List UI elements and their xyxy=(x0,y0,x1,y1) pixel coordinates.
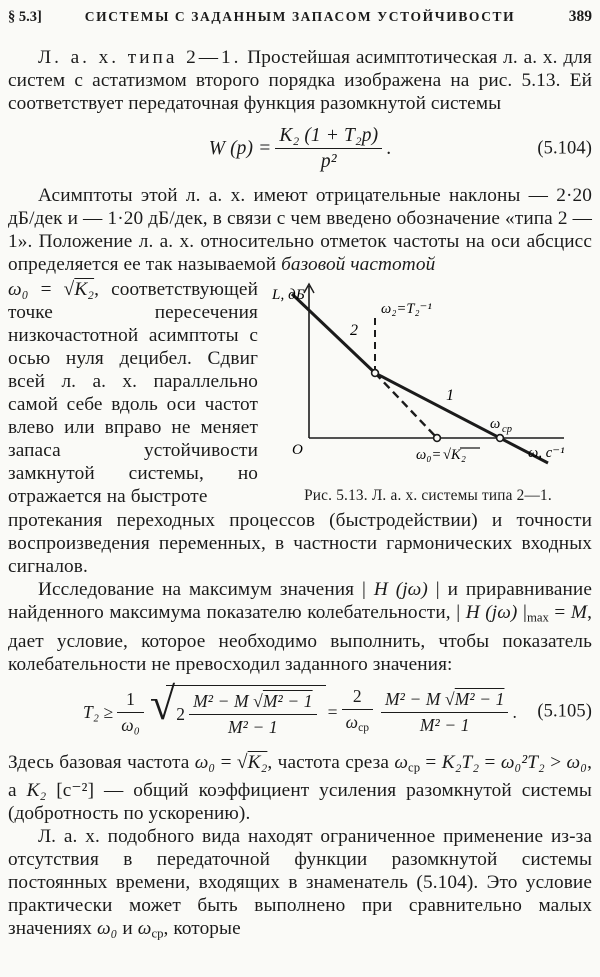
eq105-fraction-2 xyxy=(189,690,317,739)
page-body xyxy=(8,46,592,946)
crossover-frequency-label-sub: ср xyxy=(502,424,513,435)
eq105-fraction-1 xyxy=(117,688,144,737)
eq104-denominator: p² xyxy=(320,151,337,172)
eq105-f1-denominator: ω₀ xyxy=(121,714,140,735)
paragraph-asymptotes: Асимптоты этой л. а. х. имеют отрицательные наклоны — 2·20 дБ/дек и — 1·20 дБ/дек, в связи с чем введено обозначение «типа 2 — 1». Положение л. а. х. относительно отметок частоты на оси абсцисс определяется ее так называемой базовой частотой xyxy=(8,185,592,275)
crossover-frequency-marker xyxy=(497,435,504,442)
crossover-frequency-label: ω xyxy=(490,416,501,432)
eq104-lhs: W (p) = xyxy=(208,138,272,159)
running-head xyxy=(8,8,592,26)
eq104-fraction xyxy=(275,124,382,173)
paragraph-limited-application: Л. а. х. подобного вида находят ограниченное применение из-за отсутствия в передаточной функции разомкнутой системы постоянных времени, входящих в знаменатель (5.104). Это условие практически может быть выполнено при сравнительно малых значениях ω₀ и $\omega_{ср}$, которые xyxy=(8,826,592,941)
eq105-f2-denominator: M² − 1 xyxy=(227,717,278,738)
eq105-f1-numerator: 1 xyxy=(117,688,144,713)
equation-5-104 xyxy=(8,124,592,173)
equation-5-105-body xyxy=(83,678,517,740)
asymptote-2-label: 2 xyxy=(350,322,359,339)
chapter-title: СИСТЕМЫ С ЗАДАННЫМ ЗАПАСОМ УСТОЙЧИВОСТИ xyxy=(84,9,516,24)
eq104-numerator: K₂ (1 + T₂p) xyxy=(275,124,382,149)
eq105-f3-denominator: $\omega_{ср}$ xyxy=(345,711,369,734)
paragraph-max-investigation: Исследование на максимум значения | H (jω) | и приравнивание найденного максимума показателю колебательности, | H (jω) $|_{max} = M$, дает условие, которое необходимо выполнить, чтобы показатель колебательности не превосходил заданного значения: xyxy=(8,579,592,675)
origin-label: O xyxy=(292,442,303,458)
figure-5-13 xyxy=(264,278,592,507)
eq105-fraction-4 xyxy=(381,688,509,737)
eq105-f2-numerator: M² − M √M² − 1 xyxy=(189,690,317,715)
y-axis-label: L, дБ xyxy=(272,287,305,303)
eq104-period: . xyxy=(386,138,392,159)
base-frequency-label-prefix: ω₀= xyxy=(416,447,442,463)
asymptote-2-line xyxy=(292,294,375,373)
corner-point-marker xyxy=(372,370,379,377)
base-frequency-marker xyxy=(434,435,441,442)
page-number: 389 xyxy=(568,8,592,25)
bode-plot-5-13 xyxy=(264,278,590,482)
eq105-fraction-3 xyxy=(342,685,373,740)
section-number: § 5.3] xyxy=(8,9,42,25)
eq105-radicand xyxy=(166,685,325,739)
corner-frequency-label: ω₂=T₂⁻¹ xyxy=(381,301,432,317)
eq105-f4-denominator: M² − 1 xyxy=(419,714,470,735)
radical-sign-icon: √ xyxy=(149,678,176,730)
asymptote-2-dashed-extension xyxy=(375,373,437,438)
figure-column xyxy=(258,278,592,508)
eq105-f3-numerator: 2 xyxy=(342,685,373,710)
paragraph-definitions: Здесь базовая частота ω₀ = √K₂, частота среза $\omega_{ср} = K_2T_2 = \omega_0^2T_2 > \omega_0$, а K₂ [c⁻²] — общий коэффициент усиления разомкнутой системы (добротность по ускорению). xyxy=(8,751,592,825)
equation-5-104-body xyxy=(209,124,391,173)
equation-number-5-105: (5.105) xyxy=(537,701,592,722)
paragraph-lah-type-2-1: Л. а. х. типа 2—1. Простейшая асимптотическая л. а. х. для систем с астатизмом второго порядка изображена на рис. 5.13. Ей соответствует передаточная функция разомкнутой системы xyxy=(8,47,592,114)
narrow-text-column: ω₀ = √K₂, соответствующей точке пересечения низкочастотной асимптоты с осью нуля децибел. Сдвиг всей л. а. х. параллельно самой себе вдоль оси частот влево или вправо не меняет запаса устойчивости замкнутой системы, но отражается на быстроте xyxy=(8,279,258,507)
figure-caption: Рис. 5.13. Л. а. х. системы типа 2—1. xyxy=(304,487,552,504)
eq105-radical xyxy=(149,678,326,739)
text-and-figure-row xyxy=(8,278,592,508)
asymptote-1-label: 1 xyxy=(446,387,455,404)
paragraph-side-continuation: протекания переходных процессов (быстродействии) и точности воспроизведения переменных, в частности гармонических входных сигналов. xyxy=(8,510,592,577)
eq105-period: . xyxy=(512,701,517,722)
eq105-equals: = xyxy=(327,701,338,722)
eq105-lhs: T₂ ≥ xyxy=(83,701,114,722)
x-axis-label: ω, c⁻¹ xyxy=(528,445,565,461)
eq105-radicand-coefficient: 2 xyxy=(176,704,186,725)
equation-number-5-104: (5.104) xyxy=(537,138,592,158)
equation-5-105 xyxy=(8,678,592,740)
base-frequency-label-radical: √K₂ xyxy=(443,447,466,463)
eq105-f4-numerator: M² − M √M² − 1 xyxy=(381,688,509,713)
